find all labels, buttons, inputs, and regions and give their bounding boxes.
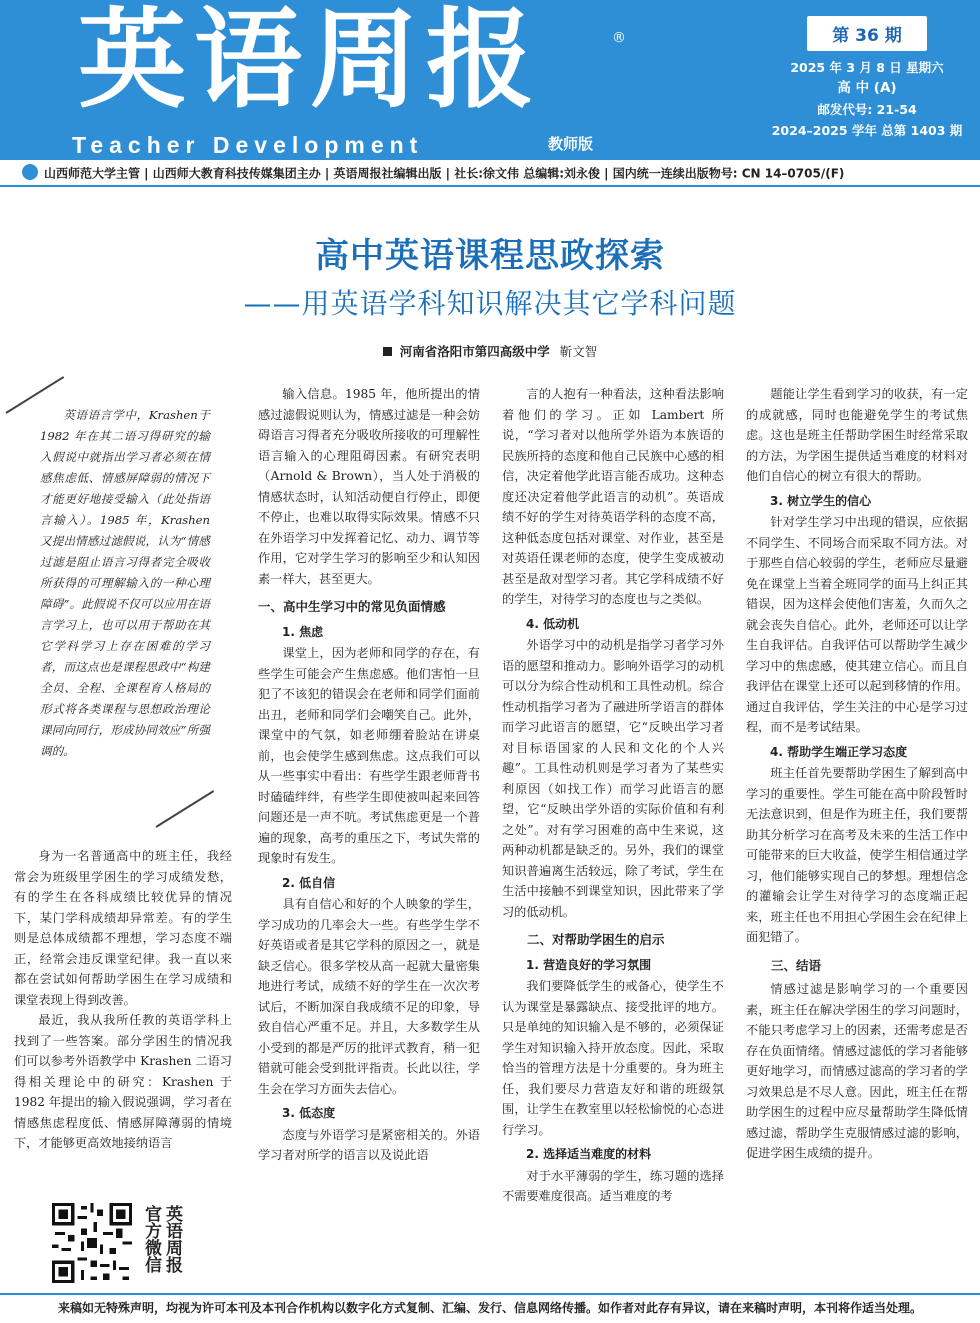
credits-text: 山西师范大学主管 | 山西师大教育科技传媒集团主办 | 英语周报社编辑出版 | 社长:徐文伟 总编辑:刘永俊 | 国内统一连续出版物号: CN 14–0705/(F)	[44, 166, 845, 181]
paragraph: 身为一名普通高中的班主任，我经常会为班级里学困生的学习成绩发愁，有的学生在各科成绩比较优异的情况下，某门学科成绩却异常差。有的学生则是总体成绩都不理想，学习态度不端正，经常会违反课堂纪律。我一直以来都在尝试如何帮助学困生在学习成绩和课堂表现上得到改善。	[14, 849, 232, 1007]
subsection-heading: 2. 选择适当难度的材料	[526, 1147, 652, 1161]
postal-code: 邮发代号: 21-54	[817, 102, 917, 117]
qr-code-icon	[52, 1203, 132, 1283]
tagline: Teacher Development	[72, 132, 424, 158]
subsection-heading: 1. 营造良好的学习氛围	[526, 957, 652, 972]
byline	[0, 342, 980, 360]
paragraph: 班主任首先要帮助学困生了解到高中学习的重要性。学生可能在高中阶段暂时无法意识到，但是作为班主任，我们要帮助其分析学习在高考及未来的生活工作中可能带来的巨大收益，使学生相信通过学习，他们能够实现自己的梦想。理想信念的灌输会让学生对待学习的态度端正起来，班主任也不用担心学困生会在纪律上面犯错了。	[746, 766, 968, 944]
publisher-logo-icon	[22, 164, 38, 180]
paragraph: 针对学生学习中出现的错误，应依据不同学生、不同场合而采取不同方法。对于那些自信心较弱的学生，老师应尽量避免在课堂上当着全班同学的面马上纠正其错误，因为这样会使他们害羞，久而久之就会丧失自信心。此外，老师还可以让学生自我评估。自我评估可以帮助学生减少学习中的焦虑感，使其建立信心。而且自我评估在课堂上还可以起到移情的作用。通过自我评估，学生关注的中心是学习过程，而不是考试结果。	[746, 515, 968, 734]
issue-number: 第 36 期	[807, 16, 927, 51]
issue-level: 高 中 (A)	[837, 80, 897, 96]
author-affiliation: 河南省洛阳市第四高级中学	[399, 344, 550, 359]
paragraph: 题能让学生看到学习的收获，有一定的成就感，同时也能避免学生的考试焦虑。这也是班主任帮助学困生时经常采取的方法，为学困生提供适当难度的材料对他们自信心的树立有很大的帮助。	[746, 387, 968, 483]
subsection-heading: 4. 低动机	[526, 616, 580, 631]
subsection-heading: 3. 树立学生的信心	[770, 493, 872, 508]
decorative-slash	[155, 790, 214, 828]
paragraph: 外语学习中的动机是指学习者学习外语的愿望和推动力。影响外语学习的动机可以分为综合性动机和工具性动机。综合性动机指学习者为了融进所学语言的群体而学习此语言的愿望，它“反映出学习者对目标语国家的人民和文化的个人兴趣”。工具性动机则是学习者为了某些实利原因（如找工作）而学习此语言的愿望，它“反映出学外语的实际价值和有利之处”。对有学习困难的高中生来说，这两种动机都是缺乏的。另外，我们的课堂知识普遍离生活较远，除了考试，学生在生活中接触不到课堂知识，因此带来了学习的低动机。	[502, 638, 724, 919]
paragraph: 输入信息。1985 年，他所提出的情感过滤假说则认为，情感过滤是一种会妨碍语言习得者充分吸收所接收的可理解性语言输入的心理阻碍因素。有研究表明（Arnold & Brown），当人处于消极的情感状态时，认知活动便自行停止，即便不停止，也难以取得实际效果。情感不只在外语学习中发挥着记忆、动力、调节等作用，它对学生学习的影响至少和认知因素一样大，甚至更大。	[258, 387, 480, 586]
paragraph: 言的人抱有一种看法，这种看法影响着他们的学习。正如 Lambert 所说，“学习者对以他所学外语为本族语的民族所持的态度和他自己民族中心感的相信，决定着他学此语言能否成功。这种态度还决定着他学此语言的动机”。英语成绩不好的学生对待英语学科的态度不高，这种低态度包括对课堂、对作业，甚至是对英语任课老师的态度，使学生变成被动甚至是敌对型学习者。其它学科成绩不好的学生，对待学习的态度也与之类似。	[502, 387, 724, 606]
paragraph: 最近，我从我所任教的英语学科上找到了一些答案。部分学困生的情况我们可以参考外语教学中 Krashen 二语习得相关理论中的研究：Krashen 于 1982 年提出的输入假说强调，学习者在情感焦虑程度低、情感屏障薄弱的情境下，才能够更高效地接纳语言	[14, 1013, 232, 1150]
column-1	[14, 846, 232, 1154]
edition-label: 教师版	[548, 135, 594, 153]
subsection-heading: 3. 低态度	[282, 1106, 336, 1120]
section-heading: 三、结语	[771, 957, 822, 973]
paragraph: 情感过滤是影响学习的一个重要因素，班主任在解决学困生的学习问题时，不能只考虑学习上的因素，还需考虑是否存在负面情绪。情感过滤低的学习者能够更好地学习，而情感过滤高的学习者的学习效果总是不尽人意。因此，班主任在帮助学困生的过程中应尽量帮助学生降低情感过滤，帮助学生克服情感过滤的影响，促进学困生成绩的提升。	[746, 982, 968, 1160]
column-2	[258, 384, 480, 1166]
paragraph: 态度与外语学习是紧密相关的。外语学习者对所学的语言以及说此语	[258, 1127, 480, 1162]
section-heading: 二、对帮助学困生的启示	[527, 932, 665, 947]
issue-date: 2025 年 3 月 8 日 星期六	[790, 60, 944, 75]
masthead	[0, 0, 980, 160]
footer-notice: 来稿如无特殊声明，均视为许可本刊及本刊合作机构以数字化方式复制、汇编、发行、信息网络传播。如作者对此存有异议，请在来稿时声明，本刊将作适当处理。	[0, 1293, 980, 1323]
paragraph: 具有自信心和好的个人映象的学生，学习成功的几率会大一些。有些学生学不好英语或者是其它学科的原因之一，就是缺乏信心。很多学校从高一起就大量密集地进行考试，成绩不好的学生在一次次考试后，不断加深自我成绩不足的印象，导致自信心严重不足。并且，大多数学生从小受到的都是严厉的批评式教育，稍一犯错就可能会受到批评指责。长此以往，学生会在学习方面失去信心。	[258, 897, 480, 1096]
newspaper-title: 英语周报	[78, 0, 543, 123]
column-3	[502, 384, 724, 1207]
author-name: 靳文智	[559, 344, 598, 359]
article-title: 高中英语课程思政探索	[315, 236, 665, 276]
section-heading: 一、高中生学习中的常见负面情感	[258, 599, 446, 614]
paragraph: 对于水平薄弱的学生，练习题的选择不需要难度很高。适当难度的考	[502, 1168, 724, 1203]
paragraph: 课堂上，因为老师和同学的存在，有些学生可能会产生焦虑感。他们害怕一旦犯了不该犯的错误会在老师和同学们面前出丑，老师和同学们会嘲笑自己。此外，课堂中的气氛，如老师绷着脸站在讲桌前，也会使学生感到焦虑。这点我们可以从一些事实中看出：有些学生跟老师背书时磕磕绊绊，有些学生即使被叫起来回答问题还是一声不吭。考试焦虑更是一个普遍的现象，高考的重压之下，考试失常的现象时有发生。	[258, 646, 480, 865]
subsection-heading: 2. 低自信	[282, 875, 336, 890]
subsection-heading: 1. 焦虑	[282, 624, 324, 639]
article-abstract	[40, 405, 210, 762]
abstract-text: 英语语言学中，Krashen于 1982 年在其二语习得研究的输入假说中就指出学习者必须在情感焦虑低、情感屏障弱的情况下才能更好地接受输入（此处指语言输入）。1985 年，Krashen 又提出情感过滤假说，认为“情感过滤是阻止语言习得者完全吸收所获得的可理解输入的一种心理障碍”。此假说不仅可以应用在语言学习上，也可以用于帮助在其它学科学习上存在困难的学习者，而这点也是课程思政中“构建全员、全程、全课程育人格局的形式将各类课程与思想政治理论课同向同行，形成协同效应”所强调的。	[40, 408, 210, 758]
issue-info	[767, 16, 967, 156]
column-4	[746, 384, 968, 1164]
qr-label: 英语周报官方微信	[141, 1205, 182, 1273]
paragraph: 我们要降低学生的戒备心，使学生不认为课堂是暴露缺点、接受批评的地方。只是单纯的知识输入是不够的，必须保证学生对知识输入持开放态度。因此，采取恰当的管理方法是十分重要的。身为班主任，我们要尽力营造友好和谐的班级氛围，让学生在教室里以轻松愉悦的心态进行学习。	[502, 979, 724, 1137]
credits-bar	[0, 161, 980, 187]
subsection-heading: 4. 帮助学生端正学习态度	[770, 744, 908, 759]
registered-mark: ®	[612, 30, 626, 46]
year-total: 2024–2025 学年 总第 1403 期	[771, 123, 963, 138]
bullet-square-icon	[383, 347, 392, 356]
article-subtitle: ——用英语学科知识解决其它学科问题	[243, 287, 737, 320]
